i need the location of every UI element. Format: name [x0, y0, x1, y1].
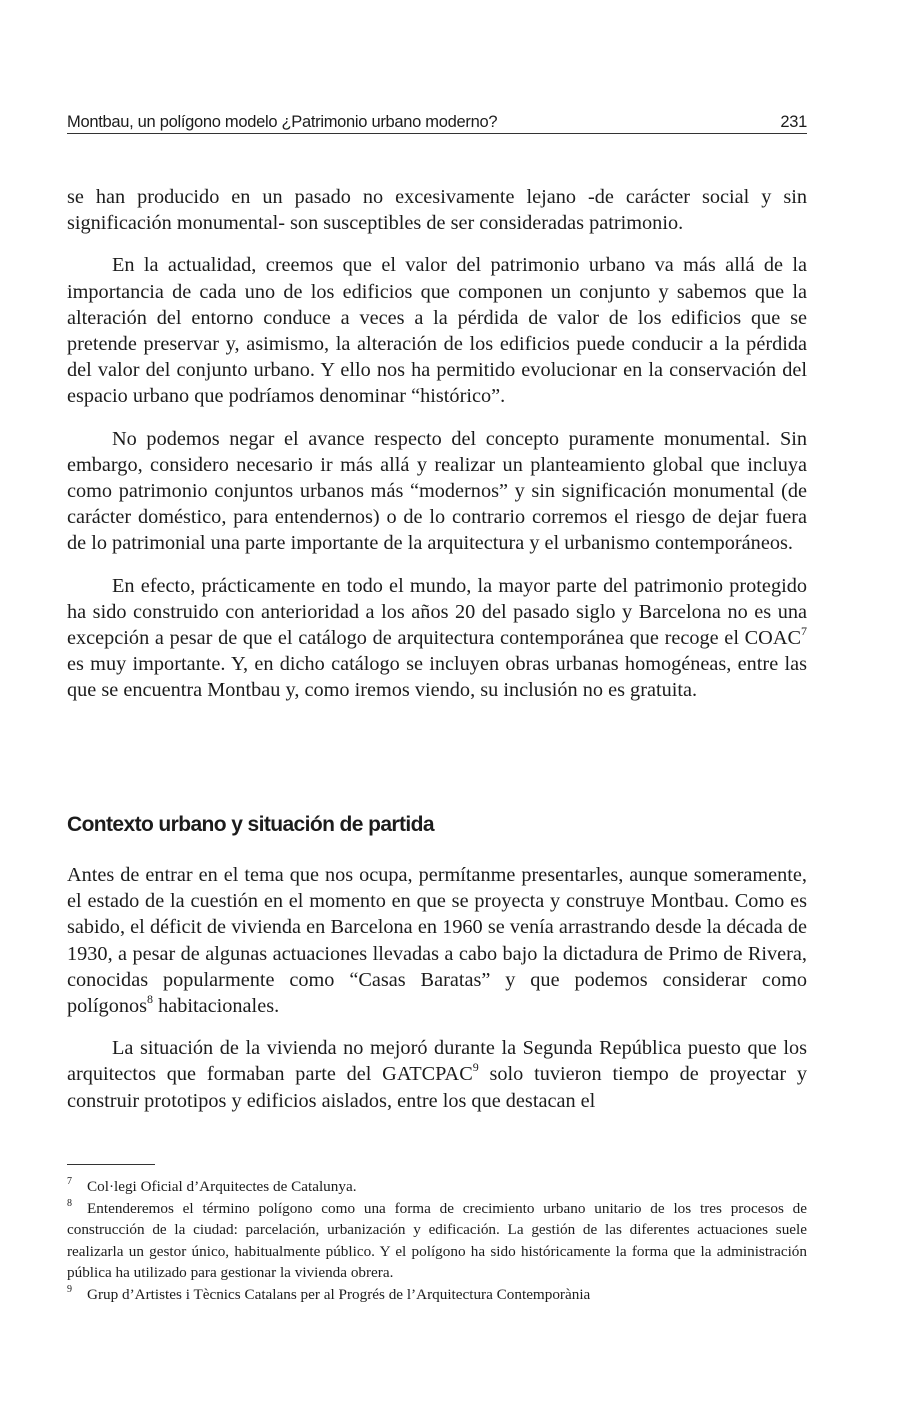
- footnote-ref[interactable]: 7: [801, 624, 807, 639]
- footnote-text: Col·legi Oficial d’Arquitectes de Catalunya.: [87, 1178, 357, 1195]
- header-title: Montbau, un polígono modelo ¿Patrimonio urbano moderno?: [67, 113, 498, 131]
- paragraph: No podemos negar el avance respecto del concepto puramente monumental. Sin embargo, considero necesario ir más allá y realizar un planteamiento global que incluya como patrimonio conjuntos urbanos más “modernos” y sin significación monumental (de carácter doméstico, para entendernos) o de lo contrario corremos el riesgo de dejar fuera de lo patrimonial una parte importante de la arquitectura y el urbanismo contemporáneos.: [67, 427, 807, 555]
- paragraph-text: La situación de la vivienda no mejoró durante la Segunda República puesto que los arquitectos que formaban parte del GATCPAC: [67, 1037, 807, 1086]
- paragraph: [67, 862, 807, 1019]
- footnote: 8 Entenderemos el término polígono como una forma de crecimiento urbano unitario de los tres procesos de construcción de la ciudad: parcelación, urbanización y edificación. La gestión de las diferentes actuaciones suele realizarla un gestor único, habitualmente público. Y el polígono ha sido históricamente la forma que la administración pública ha utilizado para gestionar la vivienda obrera.: [67, 1197, 807, 1281]
- paragraph-text: solo tuvieron tiempo de proyectar y construir prototipos y edificios aislados, entre los que destacan el: [67, 1063, 807, 1112]
- paragraph-text: En efecto, prácticamente en todo el mundo, la mayor parte del patrimonio protegido ha sido construido con anterioridad a los años 20 del pasado siglo y Barcelona no es una excepción a pesar de que el catálogo de arquitectura contemporánea que recoge el COAC: [67, 574, 807, 650]
- footnote: 7 Col·legi Oficial d’Arquitectes de Catalunya.: [67, 1176, 357, 1195]
- footnote-divider: [67, 1164, 155, 1165]
- footnote-text: Grup d’Artistes i Tècnics Catalans per al Progrés de l’Arquitectura Contemporània: [87, 1285, 591, 1303]
- footnote: 9 Grup d’Artistes i Tècnics Catalans per al Progrés de l’Arquitectura Contemporània: [67, 1283, 591, 1303]
- section-title: Contexto urbano y situación de partida: [67, 813, 434, 836]
- page-number: 231: [780, 113, 807, 131]
- paragraph-text: es muy importante. Y, en dicho catálogo se incluyen obras urbanas homogéneas, entre las que se encuentra Montbau y, como iremos viendo, su inclusión no es gratuita.: [67, 653, 807, 702]
- footnotes: [67, 1176, 807, 1305]
- paragraph: En la actualidad, creemos que el valor del patrimonio urbano va más allá de la importancia de cada uno de los edificios que componen un conjunto y sabemos que la alteración del entorno conduce a veces a la pérdida de valor de los edificios que se pretende preservar y, asimismo, la alteración de los edificios puede conducir a la pérdida del valor del conjunto urbano. Y ello nos ha permitido evolucionar en la conservación del espacio urbano que podríamos denominar “histórico”.: [67, 254, 807, 408]
- paragraph: [67, 1035, 807, 1114]
- paragraph: se han producido en un pasado no excesivamente lejano -de carácter social y sin significación monumental- son susceptibles de ser consideradas patrimonio.: [67, 186, 807, 235]
- paragraph-text: habitacionales.: [153, 995, 280, 1018]
- running-header: [67, 111, 807, 134]
- footnote-ref[interactable]: 9: [472, 1060, 479, 1075]
- paragraph-text: Antes de entrar en el tema que nos ocupa, permítanme presentarles, aunque someramente, el estado de la cuestión en el momento en que se proyecta y construye Montbau. Como es sabido, el déficit de vivienda en Barcelona en 1960 se venía arrastrando desde la década de 1930, a pesar de algunas actuaciones llevadas a cabo bajo la dictadura de Primo de Rivera, conocidas popularmente como “Casas Baratas” y que podemos considerar como polígonos: [67, 864, 807, 1018]
- paragraph: [67, 573, 807, 704]
- body-text-top: [67, 184, 807, 720]
- body-text-bottom: [67, 862, 807, 1130]
- footnote-ref[interactable]: 8: [147, 992, 154, 1007]
- footnote-text: Entenderemos el término polígono como una forma de crecimiento urbano unitario de los tres procesos de construcción de la ciudad: parcelación, urbanización y edificación. La gestión de las diferentes actuaciones suele realizarla un gestor único, habitualmente público. Y el polígono ha sido históricamente la forma que la administración pública ha utilizado para gestionar la vivienda obrera.: [67, 1199, 807, 1281]
